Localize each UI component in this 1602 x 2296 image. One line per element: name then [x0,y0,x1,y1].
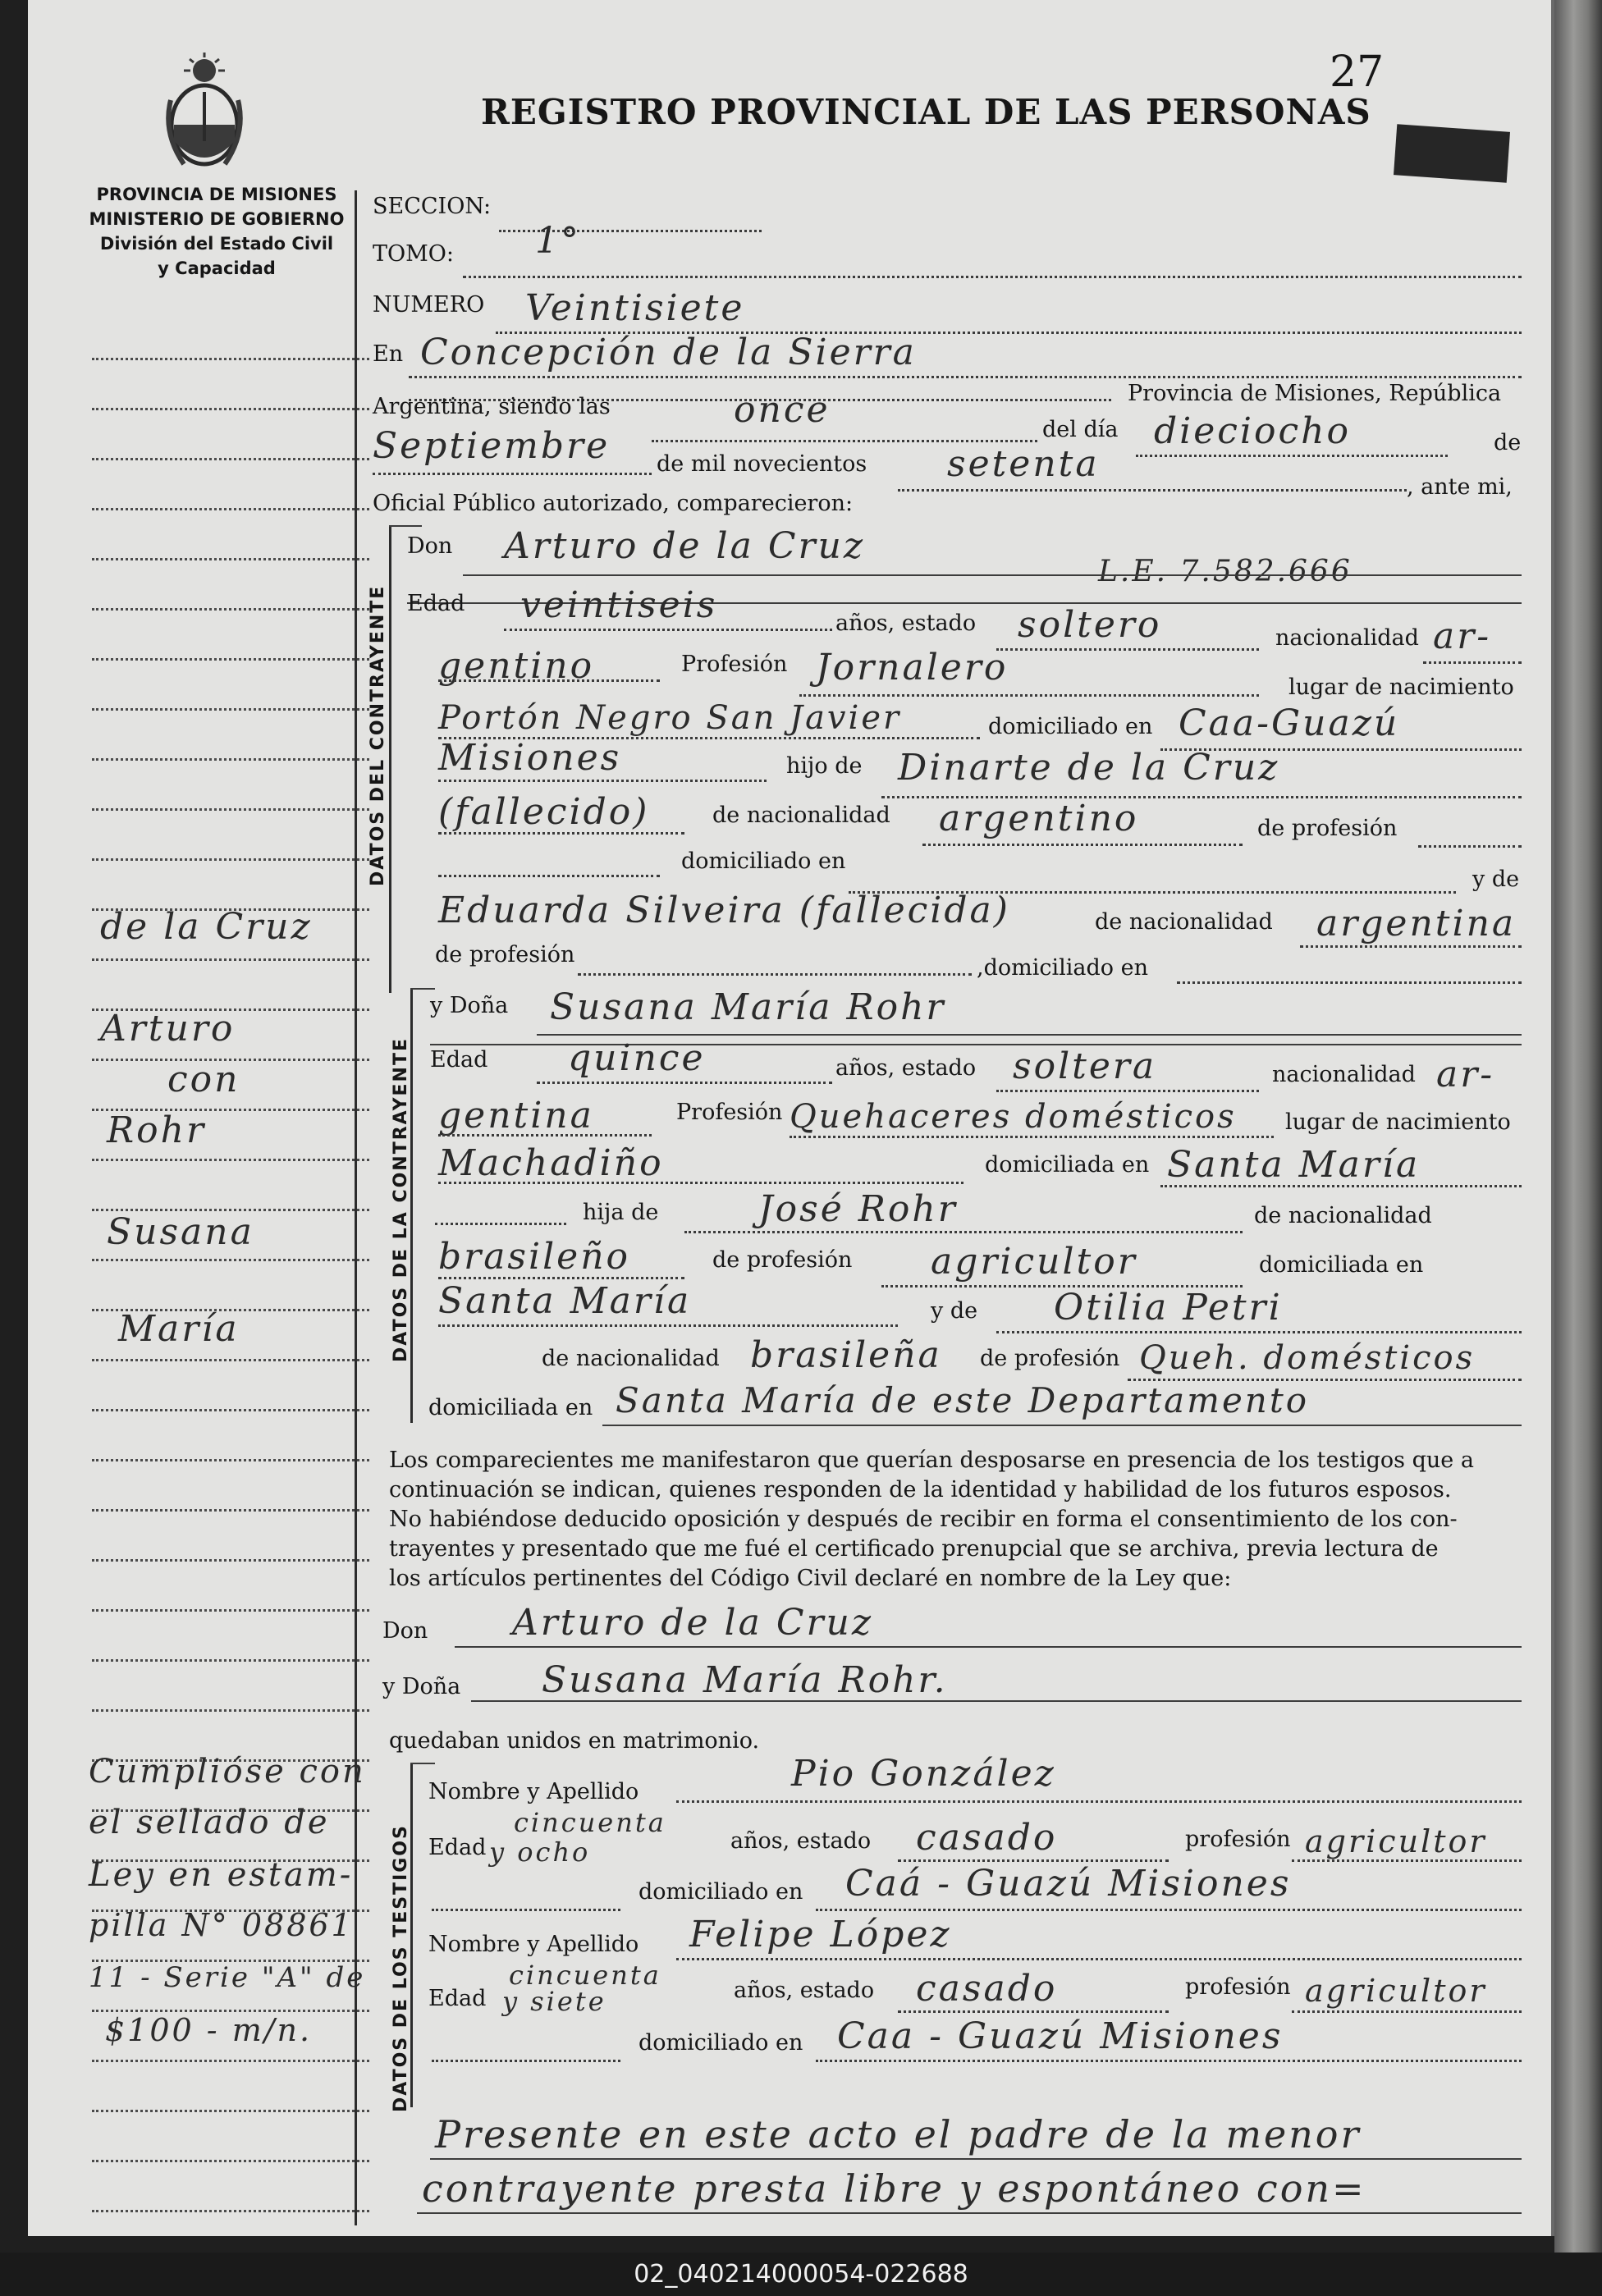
contrayente2-nombre: Susana María Rohr [550,986,946,1028]
coat-of-arms [159,51,249,174]
contrayente2-nacionalidad-b: gentina [438,1095,594,1137]
numero-label: NUMERO [373,292,485,318]
contrayente1-domicilio-a: Caa-Guazú [1179,702,1400,744]
t1-edad-b: y ocho [489,1836,591,1868]
domiciliada-en-label-2: domiciliada en [428,1395,593,1420]
declaracion-line: continuación se indican, quienes responden de la identidad y habilidad de los futuros esposos. [389,1477,1452,1502]
y-de-label: y de [1472,867,1520,892]
hija-de-label: hija de [583,1200,659,1225]
t1-nombre-label: Nombre y Apellido [428,1779,639,1804]
padre-nacionalidad-field-2 [438,1277,684,1279]
contrayente1-domicilio-b: Misiones [438,737,622,779]
argentina-text: Argentina, siendo las [373,394,611,419]
margin-guide-line [92,608,369,611]
margin-con: con [167,1059,240,1100]
de-label: de [1494,430,1522,455]
don-label-2: Don [382,1618,428,1644]
en-value: Concepción de la Sierra [420,332,917,373]
contrayente1-nacionalidad-a: ar- [1433,615,1492,657]
issuer-block [77,182,356,281]
contrayente2-estado: soltera [1013,1045,1157,1087]
t2-edad-label: Edad [428,1986,487,2011]
issuer-line: MINISTERIO DE GOBIERNO [89,209,345,229]
padre-domicilio-field [438,875,660,877]
margin-nombre: Arturo [100,1008,236,1050]
padre-domicilio-field-3 [438,1324,898,1327]
domiciliada-en-label: domiciliada en [1259,1252,1424,1278]
nacionalidad-label: nacionalidad [1275,625,1419,651]
contrayente2-padre-nacionalidad: brasileño [438,1236,631,1278]
margin-guide-line [92,2210,369,2212]
declaracion-line: No habiéndose deducido oposición y después de recibir en forma el consentimiento de los con- [389,1507,1458,1532]
image-id-footer [0,2253,1602,2296]
contrayente1-edad: veintiseis [520,584,718,626]
t1-estado-value: casado [916,1817,1058,1859]
domiciliado-en-label: domiciliado en [681,848,846,874]
nota-final-rule1 [430,2158,1522,2160]
profesion-label-2: Profesión [676,1100,783,1125]
contrayente2-side-label: DATOS DE LA CONTRAYENTE [391,1037,411,1362]
t2-nombre-value: Felipe López [689,1914,952,1955]
contrayente1-padre-nacionalidad: argentino [939,798,1139,839]
contrayente1-madre-nacionalidad: argentina [1316,903,1517,944]
bracket-top [389,525,422,527]
contrayente2-madre-domicilio: Santa María de este Departamento [616,1380,1310,1420]
margin-guide-line [92,1509,369,1512]
margin-nombre: Susana [107,1211,254,1253]
redaction-mark [1394,124,1510,182]
margin-nombre: María [118,1308,240,1350]
contrayente2-padre-domicilio: Santa María [438,1280,692,1322]
lugar-nac-label: lugar de nacimiento [1288,675,1514,700]
nota-final-line2: contrayente presta libre y espontáneo con= [422,2166,1366,2211]
image-id-label: 02_040214000054-022688 [634,2260,968,2289]
domiciliado-en-label-2: ,domiciliado en [977,955,1148,981]
tomo-label: TOMO: [373,241,455,267]
numero-value: Veintisiete [525,287,745,329]
t2-nombre-label: Nombre y Apellido [428,1932,639,1957]
contrayente2-profesion: Quehaceres domésticos [790,1098,1237,1136]
dia-field [1136,455,1448,457]
anios-estado-label-2: años, estado [835,1055,977,1081]
hora-field [652,440,1037,442]
contrayente2-edad: quince [568,1037,706,1079]
t1-anios-estado-label: años, estado [730,1828,872,1854]
tomo-field [463,276,1522,278]
margin-sellado: 11 - Serie "A" de [89,1961,366,1994]
t2-edad-a: cincuenta [509,1960,661,1991]
quedaban-text: quedaban unidos en matrimonio. [389,1728,760,1754]
de-profesion-label-2: de profesión [435,942,575,967]
estado-field [996,648,1259,651]
hija-field-pre [435,1223,566,1225]
de-profesion-label: de profesión [1257,816,1398,841]
nacionalidad-field-2b [438,1134,652,1137]
madre-field-2 [996,1331,1522,1333]
bracket-top-3 [410,1763,435,1764]
contrayente1-bracket [389,525,391,993]
contrayente1-le: L.E. 7.582.666 [1098,555,1353,588]
margin-sellado: el sellado de [89,1804,330,1841]
declaracion-dona-field [471,1700,1522,1702]
margin-guide-line [92,2160,369,2162]
madre-domicilio-field [1177,981,1522,984]
t1-domicilio-pre [432,1909,620,1911]
margin-sellado: $100 - m/n. [105,2012,313,2048]
t1-profesion-value: agricultor [1305,1823,1487,1859]
margin-apellido: Rohr [107,1109,206,1151]
lugar-nac-field-2 [438,1182,963,1184]
contrayente2-padre-profesion: agricultor [931,1241,1137,1283]
declaracion-line: trayentes y presentado que me fué el certificado prenupcial que se archiva, previa lectura de [389,1536,1439,1562]
margin-guide-line [92,408,369,410]
testigos-side-label: DATOS DE LOS TESTIGOS [391,1824,411,2112]
anio-value: setenta [947,443,1100,485]
en-field [409,376,1522,378]
t2-nombre-field [676,1958,1522,1960]
contrayente2-madre-profesion: Queh. domésticos [1139,1339,1476,1377]
t1-profesion-label: profesión [1185,1827,1291,1852]
nota-final-line1: Presente en este acto el padre de la menor [435,2112,1362,2157]
t2-profesion-field [1292,2010,1522,2013]
tomo-value: 1° [535,220,581,262]
declaracion-line: Los comparecientes me manifestaron que querían desposarse en presencia de los testigos que a [389,1448,1474,1473]
margin-guide-line [92,858,369,861]
dia-value: dieciocho [1154,410,1351,452]
mes-field [373,473,652,475]
de-profesion-label-4: de profesión [980,1346,1120,1371]
t2-anios-estado-label: años, estado [734,1978,875,2003]
estado-field-2 [996,1090,1259,1092]
contrayente2-padre: José Rohr [758,1188,958,1230]
margin-guide-line [92,2110,369,2112]
y-de-label-2: y de [931,1298,978,1324]
margin-guide-line [92,1709,369,1712]
t1-estado-field [898,1859,1169,1862]
contrayente2-nacionalidad-a: ar- [1436,1054,1495,1095]
t1-profesion-field [1292,1859,1522,1862]
issuer-line: PROVINCIA DE MISIONES [96,185,337,204]
lugar-nac-label-2: lugar de nacimiento [1285,1109,1511,1135]
margin-guide-line [92,1559,369,1562]
dona-field [537,1034,1522,1036]
contrayente1-estado: soltero [1018,604,1162,646]
t2-estado-value: casado [916,1968,1058,2010]
padre-profesion-field [1418,845,1522,848]
dona-label: y Doña [430,993,509,1018]
madre-nacionalidad-field [1300,945,1522,948]
margin-guide-line [92,1159,369,1161]
hijo-de-label: hijo de [786,753,863,779]
de-nacionalidad-label-3: de nacionalidad [1254,1203,1432,1228]
domiciliada-label: domiciliada en [985,1152,1150,1178]
seccion-label: SECCION: [373,194,492,219]
mes-value: Septiembre [373,425,611,467]
mil-text: de mil novecientos [657,451,867,477]
register-sheet [28,0,1554,2236]
margin-guide-line [92,658,369,661]
edad-label-2: Edad [430,1047,488,1073]
margin-guide-line [92,1609,369,1612]
page-number: 27 [1330,48,1385,97]
anios-estado-label: años, estado [835,611,977,636]
nacionalidad-field [1423,661,1522,664]
contrayente1-lugar-nac: Portón Negro San Javier [438,699,902,737]
de-nacionalidad-label-4: de nacionalidad [542,1346,720,1371]
domiciliado-label: domiciliado en [988,714,1153,739]
edad-field [504,629,832,631]
contrayente1-madre: Eduarda Silveira (fallecida) [438,890,1010,931]
nota-final-rule2 [417,2212,1522,2214]
margin-guide-line [92,508,369,510]
contrayente1-nacionalidad-b: gentino [438,645,595,687]
t2-estado-field [898,2010,1169,2013]
margin-guide-line [92,358,369,360]
contrayente1-side-label: DATOS DEL CONTRAYENTE [368,584,388,886]
contrayente1-profesion: Jornalero [816,647,1009,688]
margin-divider [355,190,357,2225]
declaracion-don-field [455,1646,1522,1648]
madre-profesion-field [578,973,972,976]
hora-value: once [734,389,831,431]
margin-guide-line [92,1459,369,1461]
madre-domicilio-field-2 [602,1425,1522,1426]
don-label: Don [407,533,453,559]
declaracion-dona-value: Susana María Rohr. [542,1659,948,1701]
margin-sellado: Ley en estam- [89,1856,354,1894]
t1-nombre-field [676,1800,1522,1803]
margin-guide-line [92,1359,369,1361]
t1-domicilio-field [816,1909,1522,1911]
contrayente1-padre-nota: (fallecido) [438,791,650,833]
document-title: REGISTRO PROVINCIAL DE LAS PERSONAS [481,92,1371,132]
contrayente1-padre: Dinarte de la Cruz [898,747,1280,789]
t2-profesion-label: profesión [1185,1974,1291,2000]
domicilio-field-2 [1160,1185,1522,1187]
margin-guide-line [92,1259,369,1261]
contrayente2-lugar-nac: Machadiño [438,1142,664,1184]
profesion-field-2 [790,1136,1274,1138]
contrayente1-nombre: Arturo de la Cruz [504,525,866,567]
anio-field [898,489,1407,492]
t1-edad-a: cincuenta [514,1807,666,1838]
t2-domiciliado-label: domiciliado en [639,2030,803,2056]
ante-mi-text: , ante mi, [1407,474,1513,500]
contrayente2-madre: Otilia Petri [1054,1287,1283,1329]
margin-guide-line [92,458,369,460]
t2-domicilio-pre [432,2060,620,2062]
t1-domiciliado-label: domiciliado en [639,1879,803,1905]
t2-domicilio-value: Caa - Guazú Misiones [837,2015,1284,2057]
margin-sellado: Cumplióse con [89,1753,366,1791]
margin-guide-line [92,1659,369,1662]
issuer-line: División del Estado Civil [99,234,334,254]
don-field [463,574,1522,576]
profesion-label: Profesión [681,652,788,677]
t2-domicilio-field [816,2060,1522,2062]
edad-field-2 [537,1082,832,1084]
edad-label: Edad [407,591,465,616]
margin-guide-line [92,808,369,811]
contrayente2-madre-nacionalidad: brasileña [750,1334,942,1376]
en-label: En [373,341,404,367]
issuer-line: y Capacidad [158,258,276,278]
margin-guide-line [92,758,369,761]
declaracion-line: los artículos pertinentes del Código Civil declaré en nombre de la Ley que: [389,1566,1232,1591]
dona-label-2: y Doña [382,1674,461,1699]
declaracion-text [389,1446,1474,1594]
margin-guide-line [92,708,369,711]
margin-guide-line [92,1409,369,1411]
profesion-field [799,694,1259,697]
margin-guide-line [92,2060,369,2062]
oficial-text: Oficial Público autorizado, comparecieron: [373,491,854,516]
t1-nombre-value: Pio González [791,1753,1056,1795]
t2-edad-b: y siete [502,1986,606,2017]
domicilio-field-b [438,780,767,782]
bracket-top-2 [410,988,435,990]
margin-sellado: pilla N° 08861 [89,1907,354,1943]
declaracion-don-value: Arturo de la Cruz [512,1602,874,1644]
de-profesion-label-3: de profesión [712,1247,853,1273]
padre-nacionalidad-field [922,844,1243,846]
t1-edad-label: Edad [428,1835,487,1860]
nacionalidad-field-b [438,679,660,682]
contrayente2-domicilio: Santa María [1167,1144,1421,1186]
padre-field-2 [684,1231,1243,1233]
margin-guide-line [92,558,369,560]
de-nacionalidad-label: de nacionalidad [712,803,890,828]
t2-profesion-value: agricultor [1305,1973,1487,2009]
de-nacionalidad-label-2: de nacionalidad [1095,909,1273,935]
padre-nota-field [438,832,684,835]
provincia-text: Provincia de Misiones, República [1128,381,1502,406]
del-dia-label: del día [1042,417,1119,442]
margin-guide-line [92,958,369,961]
margin-apellido: de la Cruz [100,906,313,948]
book-spine [1554,0,1602,2265]
t1-domicilio-value: Caá - Guazú Misiones [845,1863,1292,1905]
nacionalidad-label-2: nacionalidad [1272,1062,1416,1087]
